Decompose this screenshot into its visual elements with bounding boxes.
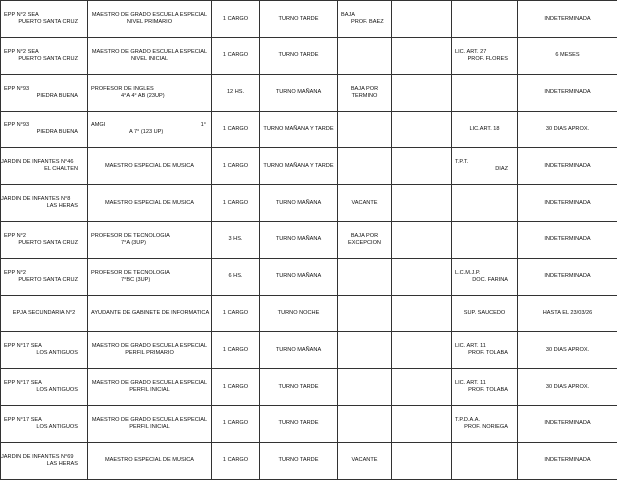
load-text: 1 CARGO	[222, 162, 249, 169]
school-cell	[1, 38, 88, 75]
table-row	[1, 38, 617, 75]
reason-line: BAJA POR	[350, 232, 379, 239]
position-line: 1°	[200, 122, 206, 129]
school-line: EPP N°2 SEA	[4, 48, 39, 55]
shift-cell	[260, 185, 338, 222]
position-line: MAESTRO ESPECIAL DE MUSICA	[105, 457, 194, 464]
reason-cell	[338, 332, 392, 369]
duration-text: INDETERMINADA	[544, 457, 591, 464]
license-line: PROF. FLORES	[467, 55, 508, 62]
position-cell	[88, 369, 212, 406]
school-line: LAS HERAS	[46, 203, 78, 210]
license-line: DIAZ	[495, 166, 508, 173]
license-cell	[452, 442, 518, 479]
school-line: LAS HERAS	[46, 460, 78, 467]
school-cell	[1, 332, 88, 369]
load-cell	[212, 111, 260, 148]
school-cell	[1, 185, 88, 222]
position-line: PERFIL PRIMARIO	[125, 350, 174, 357]
position-line: 7°A (3UP)	[121, 239, 146, 246]
reason-line: VACANTE	[351, 199, 378, 206]
position-cell	[88, 258, 212, 295]
position-line: 4°A 4° AB (23UP)	[121, 92, 165, 99]
duration-cell	[518, 295, 617, 332]
license-line: PROF. TOLABA	[468, 387, 508, 394]
load-text: 12 HS.	[226, 89, 245, 96]
shift-text: TURNO MAÑANA	[275, 273, 322, 280]
duration-text: INDETERMINADA	[544, 15, 591, 22]
table-row	[1, 442, 617, 479]
license-cell	[452, 1, 518, 38]
duration-cell	[518, 369, 617, 406]
school-cell	[1, 74, 88, 111]
load-cell	[212, 295, 260, 332]
school-line: PIEDRA BUENA	[36, 92, 78, 99]
duration-cell	[518, 1, 617, 38]
school-line: EPP N°2 SEA	[4, 12, 39, 18]
load-text: 1 CARGO	[222, 199, 249, 206]
shift-cell	[260, 258, 338, 295]
school-line: JARDIN DE INFANTES N°8	[1, 196, 71, 203]
license-line: LIC. ART. 11	[455, 380, 486, 387]
school-line: PUERTO SANTA CRUZ	[18, 276, 78, 283]
reason-cell	[338, 221, 392, 258]
duration-cell	[518, 258, 617, 295]
reason-line: PROF. BAEZ	[351, 19, 384, 25]
blank-cell	[392, 221, 452, 258]
duration-cell	[518, 111, 617, 148]
school-cell	[1, 258, 88, 295]
license-cell	[452, 38, 518, 75]
license-cell	[452, 258, 518, 295]
load-cell	[212, 38, 260, 75]
license-line: DOC. FARINA	[472, 276, 508, 283]
position-cell	[88, 295, 212, 332]
blank-cell	[392, 74, 452, 111]
position-line: MAESTRO ESPECIAL DE MUSICA	[105, 162, 194, 169]
position-cell	[88, 185, 212, 222]
position-line: MAESTRO ESPECIAL DE MUSICA	[105, 199, 194, 206]
license-line: T.P.D.A.A.	[455, 416, 481, 423]
table-row	[1, 295, 617, 332]
reason-line: BAJA POR	[350, 85, 379, 92]
license-line: LIC. ART. 11	[455, 343, 486, 350]
duration-text: INDETERMINADA	[544, 199, 591, 206]
school-line: PUERTO SANTA CRUZ	[18, 55, 78, 62]
school-line: JARDIN DE INFANTES N°69	[1, 453, 74, 460]
school-line: LOS ANTIGUOS	[36, 423, 78, 430]
school-line: LOS ANTIGUOS	[36, 350, 78, 357]
license-line: T.P.T.	[455, 159, 469, 166]
position-cell	[88, 148, 212, 185]
school-line: EPP N°17 SEA	[4, 380, 42, 387]
shift-text: TURNO NOCHE	[277, 309, 320, 316]
duration-text: INDETERMINADA	[544, 420, 591, 427]
license-line: L.C.M.J.P.	[455, 269, 481, 276]
load-cell	[212, 258, 260, 295]
reason-cell	[338, 369, 392, 406]
reason-cell	[338, 74, 392, 111]
shift-cell	[260, 369, 338, 406]
school-cell	[1, 295, 88, 332]
shift-cell	[260, 221, 338, 258]
table-row	[1, 221, 617, 258]
school-line: EPP N°17 SEA	[4, 416, 42, 423]
shift-cell	[260, 332, 338, 369]
load-cell	[212, 369, 260, 406]
school-cell	[1, 1, 88, 38]
duration-cell	[518, 148, 617, 185]
shift-text: TURNO MAÑANA	[275, 89, 322, 96]
school-cell	[1, 369, 88, 406]
position-line: NIVEL INICIAL	[130, 55, 169, 62]
shift-text: TURNO TARDE	[278, 457, 319, 464]
duration-cell	[518, 185, 617, 222]
table-row	[1, 258, 617, 295]
reason-line: TERMINO	[351, 92, 378, 99]
position-line: AYUDANTE DE GABINETE DE INFORMATICA	[91, 309, 210, 316]
shift-cell	[260, 295, 338, 332]
school-line: EL CHALTEN	[44, 166, 78, 173]
table-row	[1, 148, 617, 185]
load-text: 1 CARGO	[222, 52, 249, 59]
license-line: SUP. SAUCEDO	[463, 309, 506, 316]
position-cell	[88, 38, 212, 75]
reason-line: BAJA	[341, 12, 355, 18]
school-line: LOS ANTIGUOS	[36, 387, 78, 394]
position-line: PROFESOR DE INGLES	[91, 85, 154, 92]
table-row	[1, 369, 617, 406]
load-text: 1 CARGO	[222, 457, 249, 464]
position-cell	[88, 221, 212, 258]
school-line: EPP N°2	[4, 269, 27, 276]
table-row	[1, 1, 617, 38]
duration-text: 30 DIAS APROX.	[545, 346, 590, 353]
shift-text: TURNO TARDE	[278, 15, 319, 22]
shift-text: TURNO MAÑANA	[275, 236, 322, 243]
duration-text: INDETERMINADA	[544, 236, 591, 243]
license-cell	[452, 148, 518, 185]
blank-cell	[392, 1, 452, 38]
position-cell	[88, 332, 212, 369]
duration-cell	[518, 332, 617, 369]
license-cell	[452, 111, 518, 148]
license-line: PROF. NORIEGA	[464, 423, 508, 430]
position-line: PERFIL INICIAL	[129, 423, 170, 430]
license-cell	[452, 405, 518, 442]
shift-text: TURNO TARDE	[278, 52, 319, 59]
duration-text: 30 DIAS APROX.	[545, 383, 590, 390]
duration-text: INDETERMINADA	[544, 89, 591, 96]
blank-cell	[392, 185, 452, 222]
position-line: 7°BC (3UP)	[121, 276, 151, 283]
duration-cell	[518, 221, 617, 258]
duration-text: 30 DIAS APROX.	[545, 125, 590, 132]
shift-cell	[260, 405, 338, 442]
school-line: PUERTO SANTA CRUZ	[18, 239, 78, 246]
license-cell	[452, 369, 518, 406]
position-cell	[88, 111, 212, 148]
position-line: A 7° (123 UP)	[129, 129, 164, 136]
shift-cell	[260, 442, 338, 479]
school-line: EPP N°17 SEA	[4, 343, 42, 350]
school-line: PIEDRA BUENA	[36, 129, 78, 136]
blank-cell	[392, 258, 452, 295]
blank-cell	[392, 111, 452, 148]
load-text: 1 CARGO	[222, 309, 249, 316]
school-cell	[1, 442, 88, 479]
reason-cell	[338, 405, 392, 442]
table-row	[1, 74, 617, 111]
school-cell	[1, 405, 88, 442]
license-cell	[452, 295, 518, 332]
duration-cell	[518, 405, 617, 442]
duration-cell	[518, 442, 617, 479]
license-cell	[452, 332, 518, 369]
position-line: MAESTRO DE GRADO ESCUELA ESPECIAL	[91, 343, 208, 350]
position-line: PROFESOR DE TECNOLOGIA	[91, 232, 170, 239]
shift-cell	[260, 1, 338, 38]
blank-cell	[392, 405, 452, 442]
load-text: 1 CARGO	[222, 420, 249, 427]
license-line: PROF. TOLABA	[468, 350, 508, 357]
duration-text: INDETERMINADA	[544, 273, 591, 280]
load-cell	[212, 148, 260, 185]
reason-cell	[338, 295, 392, 332]
school-line: EPJA SECUNDARIA N°2	[12, 309, 76, 316]
position-line: MAESTRO DE GRADO ESCUELA ESPECIAL	[91, 12, 208, 18]
school-line: EPP N°93	[4, 85, 30, 92]
license-cell	[452, 185, 518, 222]
position-line: PROFESOR DE TECNOLOGIA	[91, 269, 170, 276]
blank-cell	[392, 38, 452, 75]
school-line: EPP N°93	[4, 122, 30, 129]
duration-cell	[518, 38, 617, 75]
blank-cell	[392, 332, 452, 369]
shift-text: TURNO MAÑANA Y TARDE	[263, 125, 334, 132]
position-line: PERFIL INICIAL	[129, 387, 170, 394]
license-cell	[452, 74, 518, 111]
school-line: PUERTO SANTA CRUZ	[18, 19, 78, 25]
load-cell	[212, 221, 260, 258]
blank-cell	[392, 295, 452, 332]
load-text: 1 CARGO	[222, 15, 249, 22]
blank-cell	[392, 148, 452, 185]
reason-line: EXCEPCION	[348, 239, 381, 246]
shift-text: TURNO MAÑANA Y TARDE	[263, 162, 334, 169]
duration-text: 6 MESES	[555, 52, 580, 59]
school-line: EPP N°2	[4, 232, 27, 239]
shift-text: TURNO MAÑANA	[275, 199, 322, 206]
load-text: 3 HS.	[228, 236, 243, 243]
school-cell	[1, 111, 88, 148]
school-cell	[1, 221, 88, 258]
school-line: JARDIN DE INFANTES N°46	[1, 159, 74, 166]
table-row	[1, 405, 617, 442]
position-cell	[88, 405, 212, 442]
shift-text: TURNO MAÑANA	[275, 346, 322, 353]
shift-cell	[260, 111, 338, 148]
duration-cell	[518, 74, 617, 111]
load-cell	[212, 442, 260, 479]
shift-text: TURNO TARDE	[278, 420, 319, 427]
position-line: NIVEL PRIMARIO	[126, 19, 173, 25]
table-row	[1, 332, 617, 369]
load-text: 6 HS.	[228, 273, 243, 280]
load-cell	[212, 74, 260, 111]
school-cell	[1, 148, 88, 185]
position-line: MAESTRO DE GRADO ESCUELA ESPECIAL	[91, 48, 208, 55]
license-line: LIC. ART. 27	[455, 48, 487, 55]
position-cell	[88, 442, 212, 479]
load-text: 1 CARGO	[222, 346, 249, 353]
reason-cell	[338, 258, 392, 295]
position-line: AMGI	[91, 122, 106, 129]
duration-text: HASTA EL 23/03/26	[542, 309, 593, 316]
blank-cell	[392, 369, 452, 406]
reason-cell	[338, 111, 392, 148]
shift-cell	[260, 74, 338, 111]
table-row	[1, 185, 617, 222]
blank-cell	[392, 442, 452, 479]
load-cell	[212, 332, 260, 369]
reason-cell	[338, 1, 392, 38]
license-line: LIC.ART. 18	[469, 125, 500, 132]
position-line: MAESTRO DE GRADO ESCUELA ESPECIAL	[91, 416, 208, 423]
reason-cell	[338, 148, 392, 185]
position-cell	[88, 1, 212, 38]
position-cell	[88, 74, 212, 111]
load-text: 1 CARGO	[222, 383, 249, 390]
shift-cell	[260, 148, 338, 185]
reason-line: VACANTE	[351, 457, 378, 464]
license-cell	[452, 221, 518, 258]
reason-cell	[338, 38, 392, 75]
shift-cell	[260, 38, 338, 75]
duration-text: INDETERMINADA	[544, 162, 591, 169]
reason-cell	[338, 185, 392, 222]
load-cell	[212, 185, 260, 222]
table-row	[1, 111, 617, 148]
load-cell	[212, 1, 260, 38]
position-line: MAESTRO DE GRADO ESCUELA ESPECIAL	[91, 380, 208, 387]
load-cell	[212, 405, 260, 442]
load-text: 1 CARGO	[222, 125, 249, 132]
reason-cell	[338, 442, 392, 479]
shift-text: TURNO TARDE	[278, 383, 319, 390]
